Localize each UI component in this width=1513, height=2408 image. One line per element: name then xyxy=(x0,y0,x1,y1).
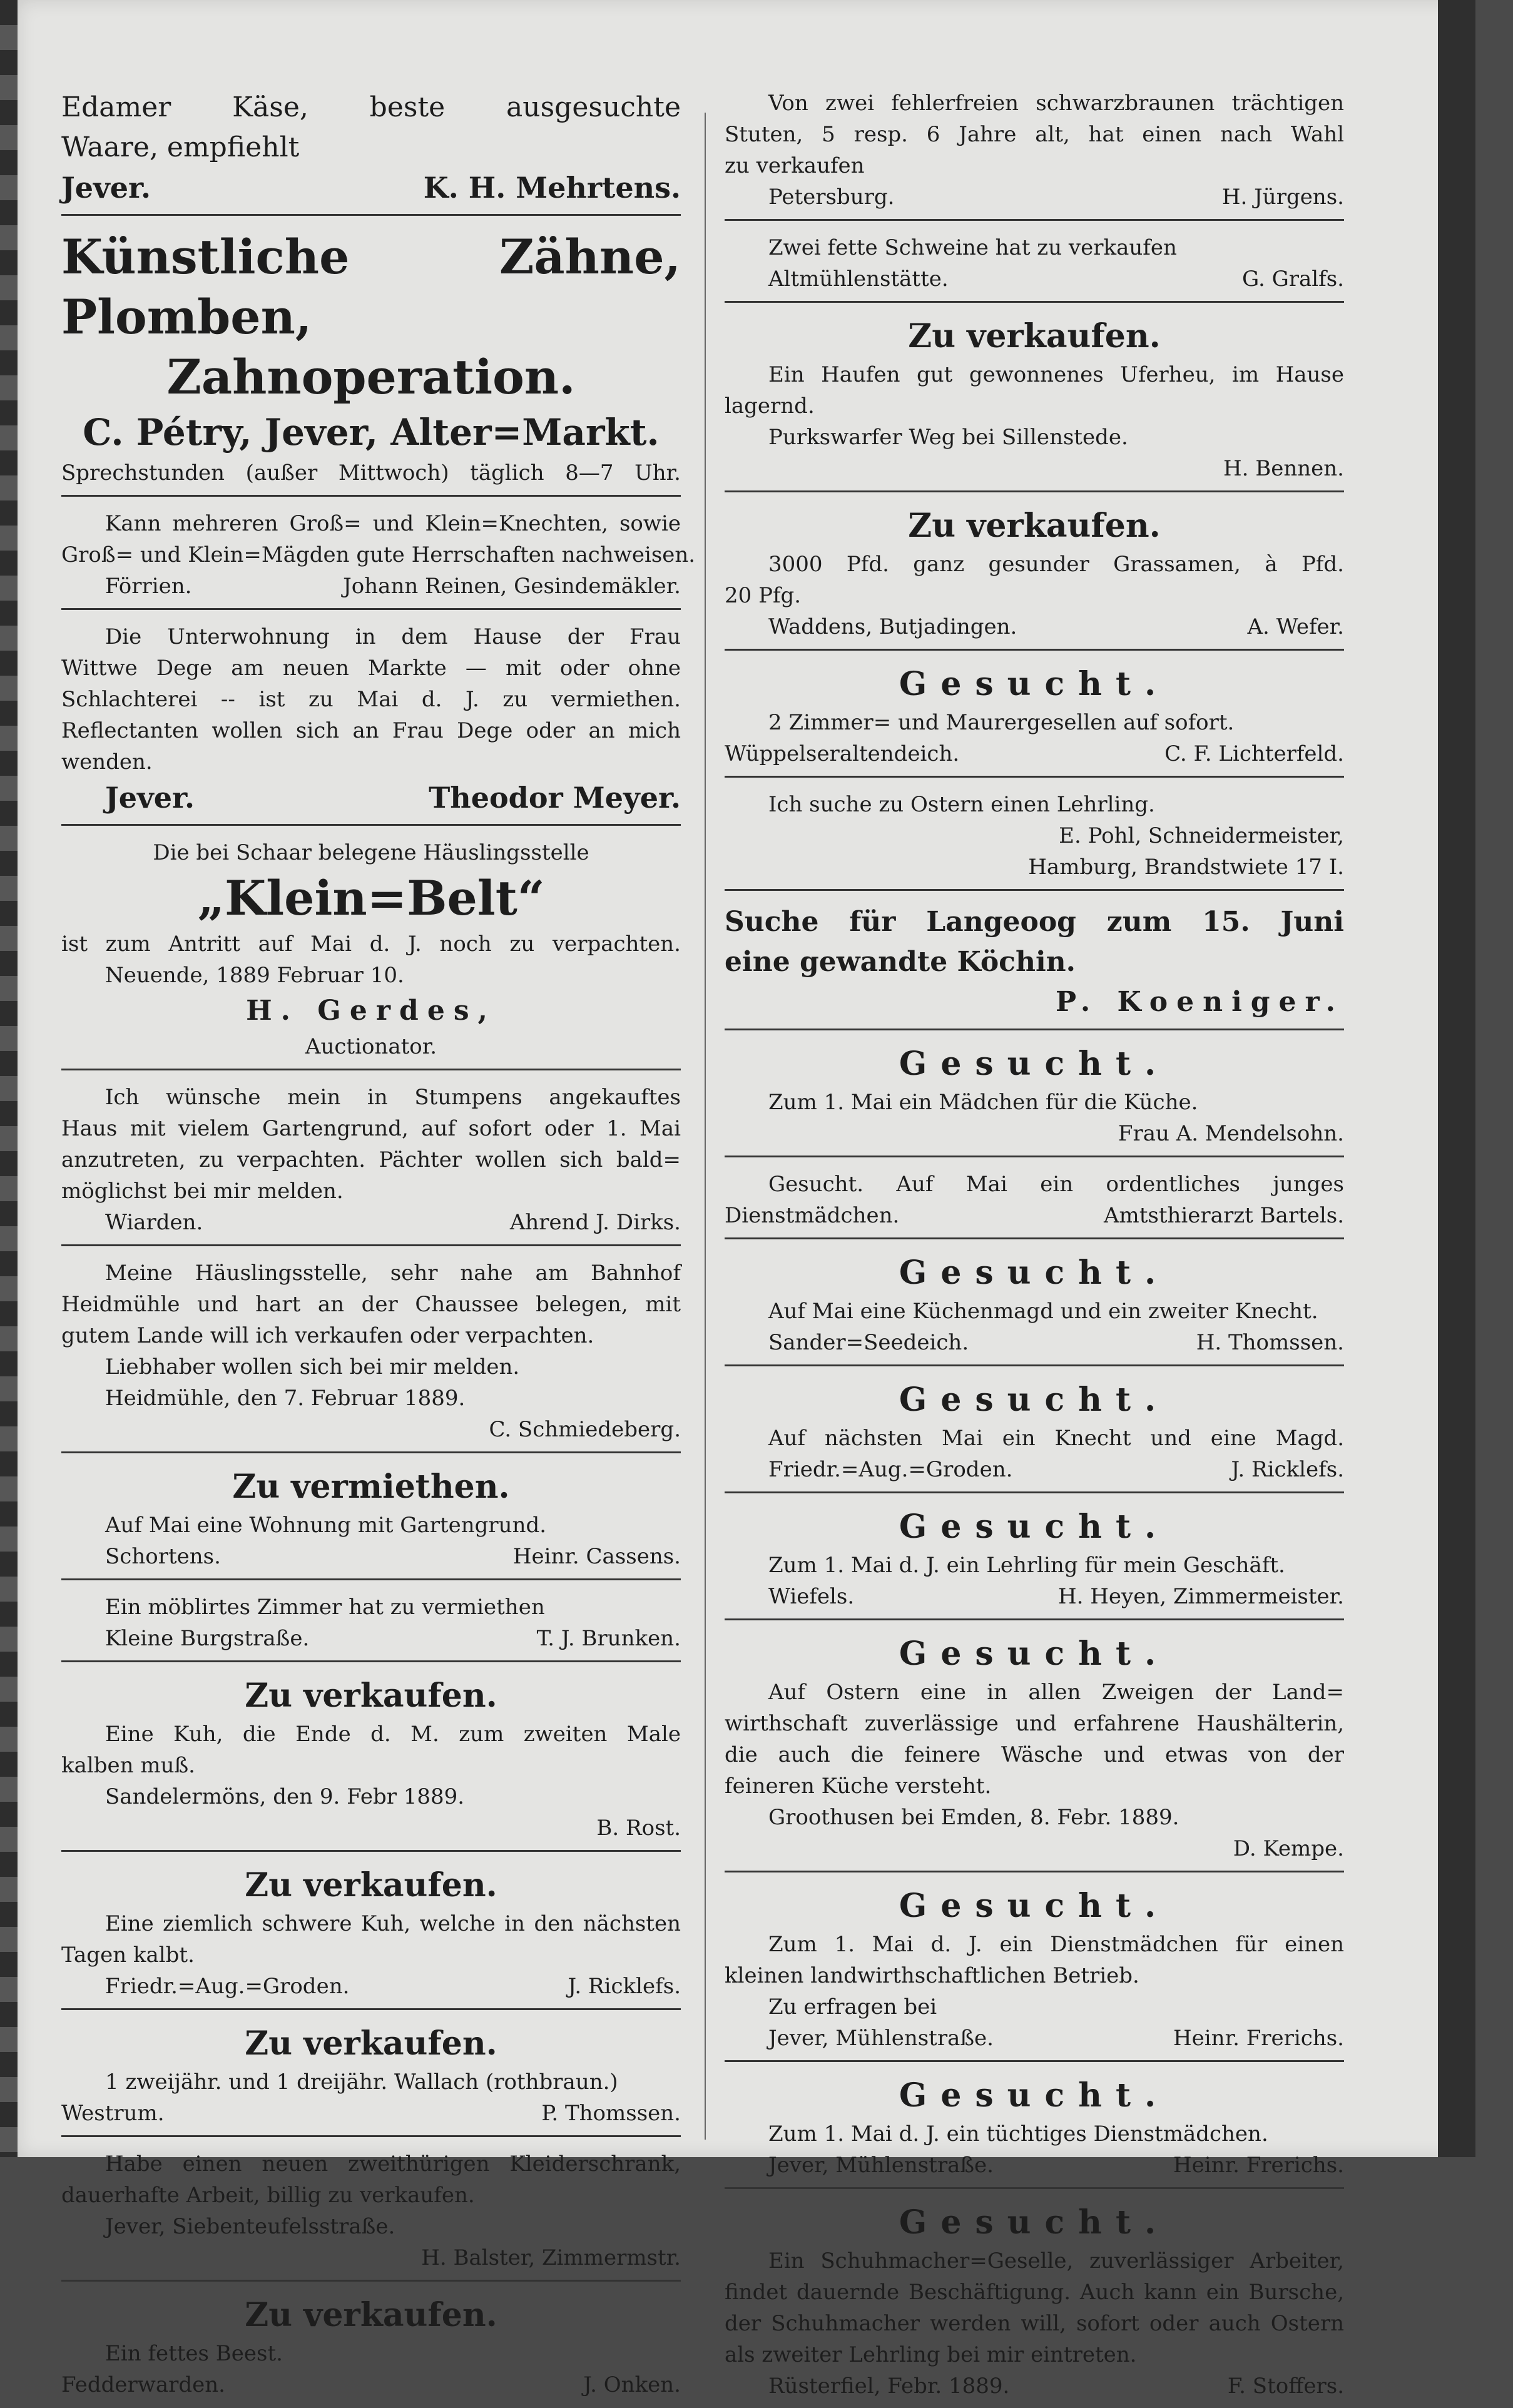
ad-signature: C. F. Lichterfeld. xyxy=(1164,741,1344,766)
ad-place: Friedr.=Aug.=Groden. xyxy=(768,1457,1013,1482)
ad-grassamen xyxy=(725,504,1344,651)
ad-heading: Zu vermiethen. xyxy=(232,1468,510,1506)
ad-line: Heidmühle, den 7. Februar 1889. xyxy=(105,1386,466,1411)
ad-line: Von zwei fehlerfreien schwarzbraunen trächtigen xyxy=(768,91,1344,116)
ad-stuten xyxy=(725,88,1344,221)
ad-line: Auf Mai eine Küchenmagd und ein zweiter Knecht. xyxy=(768,1299,1318,1324)
ad-gesucht-dienstmaedchen-landwirth xyxy=(725,1884,1344,2062)
ad-line: Zum 1. Mai ein Mädchen für die Küche. xyxy=(768,1090,1198,1115)
ad-place: Altmühlenstätte. xyxy=(768,267,949,292)
ad-line: möglichst bei mir melden. xyxy=(61,1179,344,1204)
ad-line: wirthschaft zuverlässige und erfahrene Haushälterin, xyxy=(725,1711,1344,1736)
ad-line: Groß= und Klein=Mägden gute Herrschaften nachweisen. xyxy=(61,542,696,567)
ad-place: Waddens, Butjadingen. xyxy=(768,614,1017,639)
ad-stumpens xyxy=(61,1082,681,1246)
ad-schweine xyxy=(725,232,1344,303)
ad-line: Haus mit vielem Gartengrund, auf sofort oder 1. Mai xyxy=(61,1116,681,1141)
ad-heading: Gesucht. xyxy=(899,2076,1170,2115)
ad-signature: J. Ricklefs. xyxy=(1231,1457,1344,1482)
ad-signature: D. Kempe. xyxy=(1233,1836,1344,1861)
ad-signature: K. H. Mehrtens. xyxy=(423,171,681,205)
ad-line: gutem Lande will ich verkaufen oder verpachten. xyxy=(61,1323,594,1348)
ad-signature: H. Thomssen. xyxy=(1196,1330,1344,1355)
ad-signature: Amtsthierarzt Bartels. xyxy=(1103,1203,1344,1228)
page-edge-shadow xyxy=(1438,0,1475,2157)
ad-klein-belt xyxy=(61,837,681,1070)
ad-zu-verkaufen-schwere-kuh xyxy=(61,1863,681,2010)
ad-signature: T. J. Brunken. xyxy=(536,1626,681,1651)
ad-line: der Schuhmacher werden will, sofort oder auch Ostern xyxy=(725,2311,1344,2336)
column-rule xyxy=(705,113,706,2140)
ad-gesucht-schuhmacher xyxy=(725,2200,1344,2408)
ad-gesucht-maedchen-kueche xyxy=(725,1042,1344,1157)
ad-heading: Gesucht. xyxy=(899,1887,1170,1925)
ad-kleiderschrank xyxy=(61,2148,681,2282)
ad-line: Ich wünsche mein in Stumpens angekauftes xyxy=(105,1085,681,1110)
ad-signature: Frau A. Mendelsohn. xyxy=(1118,1121,1344,1146)
ad-place: Jever, Mühlenstraße. xyxy=(768,2026,994,2051)
ad-line: 20 Pfg. xyxy=(725,583,802,608)
ad-heading: Gesucht. xyxy=(899,1381,1170,1419)
ad-signature: H. Heyen, Zimmermeister. xyxy=(1057,1584,1344,1609)
ad-line: Ein Schuhmacher=Geselle, zuverlässiger Arbeiter, xyxy=(768,2248,1344,2273)
ad-place: Jever. xyxy=(105,781,195,815)
ad-gesucht-haushaelterin xyxy=(725,1632,1344,1872)
ad-address: Hamburg, Brandstwiete 17 I. xyxy=(1028,855,1344,880)
ad-heading: Zu verkaufen. xyxy=(245,2296,497,2334)
ad-line: Reflectanten wollen sich an Frau Dege oder an mich xyxy=(61,718,681,743)
ad-line: Sprechstunden (außer Mittwoch) täglich 8—7 Uhr. xyxy=(61,460,681,485)
ad-moeblirtes-zimmer xyxy=(61,1592,681,1662)
ad-haeuslingsstelle-heidmuehle xyxy=(61,1257,681,1453)
ad-edamer-kaese xyxy=(61,88,681,216)
ad-headline: Zahnoperation. xyxy=(166,349,576,405)
ad-line: Die Unterwohnung in dem Hause der Frau xyxy=(105,624,681,649)
ad-signature: G. Gralfs. xyxy=(1242,267,1344,292)
ad-headline: Künstliche Zähne, Plomben, xyxy=(61,229,681,345)
ad-signature: B. Rost. xyxy=(596,1816,681,1841)
ad-place: Wiarden. xyxy=(105,1210,203,1235)
ad-heading: Zu verkaufen. xyxy=(245,1677,497,1715)
ad-line: Eine Kuh, die Ende d. M. zum zweiten Male xyxy=(105,1722,681,1747)
ad-line: Tagen kalbt. xyxy=(61,1943,195,1968)
ad-place: Westrum. xyxy=(61,2101,165,2126)
ad-line: Neuende, 1889 Februar 10. xyxy=(105,963,404,988)
ad-signature: H. Bennen. xyxy=(1223,456,1344,481)
ad-signature: C. Schmiedeberg. xyxy=(489,1417,681,1442)
ad-signature: E. Pohl, Schneidermeister, xyxy=(1059,823,1344,848)
ad-place: Jever. xyxy=(61,171,151,205)
ad-place: Wüppelseraltendeich. xyxy=(725,741,960,766)
ad-signature: J. Onken. xyxy=(583,2372,681,2397)
ad-signature: A. Wefer. xyxy=(1247,614,1344,639)
ad-line: Purkswarfer Weg bei Sillenstede. xyxy=(768,425,1128,450)
ad-line: dauerhafte Arbeit, billig zu verkaufen. xyxy=(61,2183,475,2208)
ad-line: C. Pétry, Jever, Alter=Markt. xyxy=(83,411,660,454)
ad-zu-verkaufen-wallach xyxy=(61,2021,681,2137)
ad-signature: H. Balster, Zimmermstr. xyxy=(421,2245,681,2270)
ad-signature: P. Koeniger. xyxy=(1056,986,1344,1018)
binding-edge xyxy=(0,0,18,2157)
ad-signature: Heinr. Frerichs. xyxy=(1173,2026,1344,2051)
ad-signature: Heinr. Cassens. xyxy=(512,1544,681,1569)
ad-heading: Gesucht. xyxy=(899,2203,1170,2242)
ad-line: ist zum Antritt auf Mai d. J. noch zu verpachten. xyxy=(61,932,681,957)
ad-line: Auf Ostern eine in allen Zweigen der Land= xyxy=(768,1680,1344,1705)
ad-place: Dienstmädchen. xyxy=(725,1203,900,1228)
ad-line: Schlachterei -- ist zu Mai d. J. zu vermiethen. xyxy=(61,687,681,712)
ad-place: Friedr.=Aug.=Groden. xyxy=(105,1974,350,1999)
ad-heading: Gesucht. xyxy=(899,1508,1170,1546)
ad-line: Zum 1. Mai d. J. ein Lehrling für mein Geschäft. xyxy=(768,1553,1285,1578)
ad-heading: Zu verkaufen. xyxy=(245,1866,497,1904)
ad-line: Zum 1. Mai d. J. ein Dienstmädchen für einen xyxy=(768,1932,1344,1957)
ad-line: zu verkaufen xyxy=(725,153,865,178)
ad-uferheu xyxy=(725,314,1344,492)
ad-zaehne xyxy=(61,227,681,497)
ad-line: wenden. xyxy=(61,749,153,775)
ad-line: Gesucht. Auf Mai ein ordentliches junges xyxy=(768,1172,1344,1197)
ad-line: lagernd. xyxy=(725,394,815,419)
ad-unterwohnung xyxy=(61,621,681,826)
ad-heading: Gesucht. xyxy=(899,1254,1170,1292)
ad-line: Ein Haufen gut gewonnenes Uferheu, im Hause xyxy=(768,362,1344,387)
newspaper-page xyxy=(18,0,1475,2399)
ad-line: Groothusen bei Emden, 8. Febr. 1889. xyxy=(768,1805,1179,1830)
ad-line: kalben muß. xyxy=(61,1753,195,1778)
ad-heading: Gesucht. xyxy=(899,1045,1170,1083)
ad-line: Heidmühle und hart an der Chaussee belegen, mit xyxy=(61,1292,681,1317)
ad-line: Eine ziemlich schwere Kuh, welche in den nächsten xyxy=(105,1911,681,1936)
ad-signature: Theodor Meyer. xyxy=(429,781,681,815)
ad-line: Kann mehreren Groß= und Klein=Knechten, sowie xyxy=(105,511,681,536)
ad-heading: Gesucht. xyxy=(899,665,1170,703)
ad-line: Sandelermöns, den 9. Febr 1889. xyxy=(105,1784,465,1809)
ad-line: Waare, empfiehlt xyxy=(61,131,300,163)
ad-place: Förrien. xyxy=(105,574,192,599)
ad-line: Ich suche zu Ostern einen Lehrling. xyxy=(768,792,1155,817)
ad-line: 3000 Pfd. ganz gesunder Grassamen, à Pfd. xyxy=(768,552,1344,577)
ad-line: Auf nächsten Mai ein Knecht und eine Magd. xyxy=(768,1426,1344,1451)
ad-gesucht-lehrling-wiefels xyxy=(725,1505,1344,1620)
ad-place: Fedderwarden. xyxy=(61,2372,225,2397)
ad-signature-title: Auctionator. xyxy=(305,1034,437,1059)
ad-gesucht-dienstmaedchen-bartels xyxy=(725,1169,1344,1239)
ad-place: Schortens. xyxy=(105,1544,221,1569)
ad-headline: „Klein=Belt“ xyxy=(197,870,545,926)
left-column xyxy=(55,88,696,2397)
ad-gesucht-knecht-magd xyxy=(725,1378,1344,1493)
ad-line: anzutreten, zu verpachten. Pächter wollen sich bald= xyxy=(61,1147,681,1172)
ad-heading: Gesucht. xyxy=(899,1635,1170,1673)
ad-line: Ein fettes Beest. xyxy=(105,2341,283,2366)
ad-zu-verkaufen-beest xyxy=(61,2293,681,2407)
ad-line: Stuten, 5 resp. 6 Jahre alt, hat einen nach Wahl xyxy=(725,122,1344,147)
ad-koechin-langeoog xyxy=(725,902,1344,1030)
ad-line: Zu erfragen bei xyxy=(768,1994,937,2019)
ad-signature: F. Stoffers. xyxy=(1227,2374,1344,2399)
ad-line: als zweiter Lehrling bei mir eintreten. xyxy=(725,2342,1137,2367)
ad-zu-vermiethen-schortens xyxy=(61,1465,681,1580)
ad-signature: J. Ricklefs. xyxy=(568,1974,681,1999)
ad-line: Habe einen neuen zweithürigen Kleiderschrank, xyxy=(105,2151,681,2177)
ad-heading: Zu verkaufen. xyxy=(908,507,1161,545)
ad-gesucht-tuechtiges-dienstmaedchen xyxy=(725,2073,1344,2189)
ad-line: Jever, Siebenteufelsstraße. xyxy=(105,2214,395,2239)
ad-place: Petersburg. xyxy=(768,185,895,210)
ad-place: Jever, Mühlenstraße. xyxy=(768,2153,994,2178)
ad-line: Zum 1. Mai d. J. ein tüchtiges Dienstmädchen. xyxy=(768,2121,1268,2146)
ad-gesucht-kuechenmagd xyxy=(725,1251,1344,1366)
ad-line: Liebhaber wollen sich bei mir melden. xyxy=(105,1354,520,1379)
ad-place: Rüsterfiel, Febr. 1889. xyxy=(768,2374,1010,2399)
ad-line: kleinen landwirthschaftlichen Betrieb. xyxy=(725,1963,1139,1988)
ad-signature: Ahrend J. Dirks. xyxy=(509,1210,681,1235)
ad-line: Ein möblirtes Zimmer hat zu vermiethen xyxy=(105,1595,545,1620)
ad-signature: Heinr. Frerichs. xyxy=(1173,2153,1344,2178)
ad-headline: eine gewandte Köchin. xyxy=(725,946,1076,978)
ad-place: Kleine Burgstraße. xyxy=(105,1626,310,1651)
ad-line: feineren Küche versteht. xyxy=(725,1774,992,1799)
ad-line: Edamer Käse, beste ausgesuchte xyxy=(61,91,681,123)
ad-line: 1 zweijähr. und 1 dreijähr. Wallach (rothbraun.) xyxy=(105,2070,618,2095)
ad-line: findet dauernde Beschäftigung. Auch kann ein Bursche, xyxy=(725,2280,1344,2305)
ad-heading: Zu verkaufen. xyxy=(245,2024,497,2063)
ad-line: Zwei fette Schweine hat zu verkaufen xyxy=(768,235,1177,260)
ad-line: Wittwe Dege am neuen Markte — mit oder ohne xyxy=(61,656,681,681)
ad-line: Auf Mai eine Wohnung mit Gartengrund. xyxy=(105,1513,547,1538)
ad-zu-verkaufen-kuh xyxy=(61,1674,681,1852)
ad-signature: H. Jürgens. xyxy=(1221,185,1344,210)
ad-place: Wiefels. xyxy=(768,1584,855,1609)
ad-line: die auch die feinere Wäsche und etwas von der xyxy=(725,1742,1344,1767)
ad-signature: P. Thomssen. xyxy=(541,2101,681,2126)
ad-place: Sander=Seedeich. xyxy=(768,1330,969,1355)
ad-line: 2 Zimmer= und Maurergesellen auf sofort. xyxy=(768,710,1235,735)
ad-signature: Johann Reinen, Gesindemäkler. xyxy=(343,574,681,599)
ad-gesucht-maurergesellen xyxy=(725,662,1344,778)
ad-lehrling-hamburg xyxy=(725,789,1344,891)
ad-line: Die bei Schaar belegene Häuslingsstelle xyxy=(153,840,589,865)
right-column xyxy=(718,88,1350,2399)
ad-gesindemaekler xyxy=(61,508,696,610)
ad-signature: H. Gerdes, xyxy=(246,995,496,1027)
ad-heading: Zu verkaufen. xyxy=(908,317,1161,355)
ad-line: Meine Häuslingsstelle, sehr nahe am Bahnhof xyxy=(105,1261,681,1286)
ad-headline: Suche für Langeoog zum 15. Juni xyxy=(725,906,1344,938)
